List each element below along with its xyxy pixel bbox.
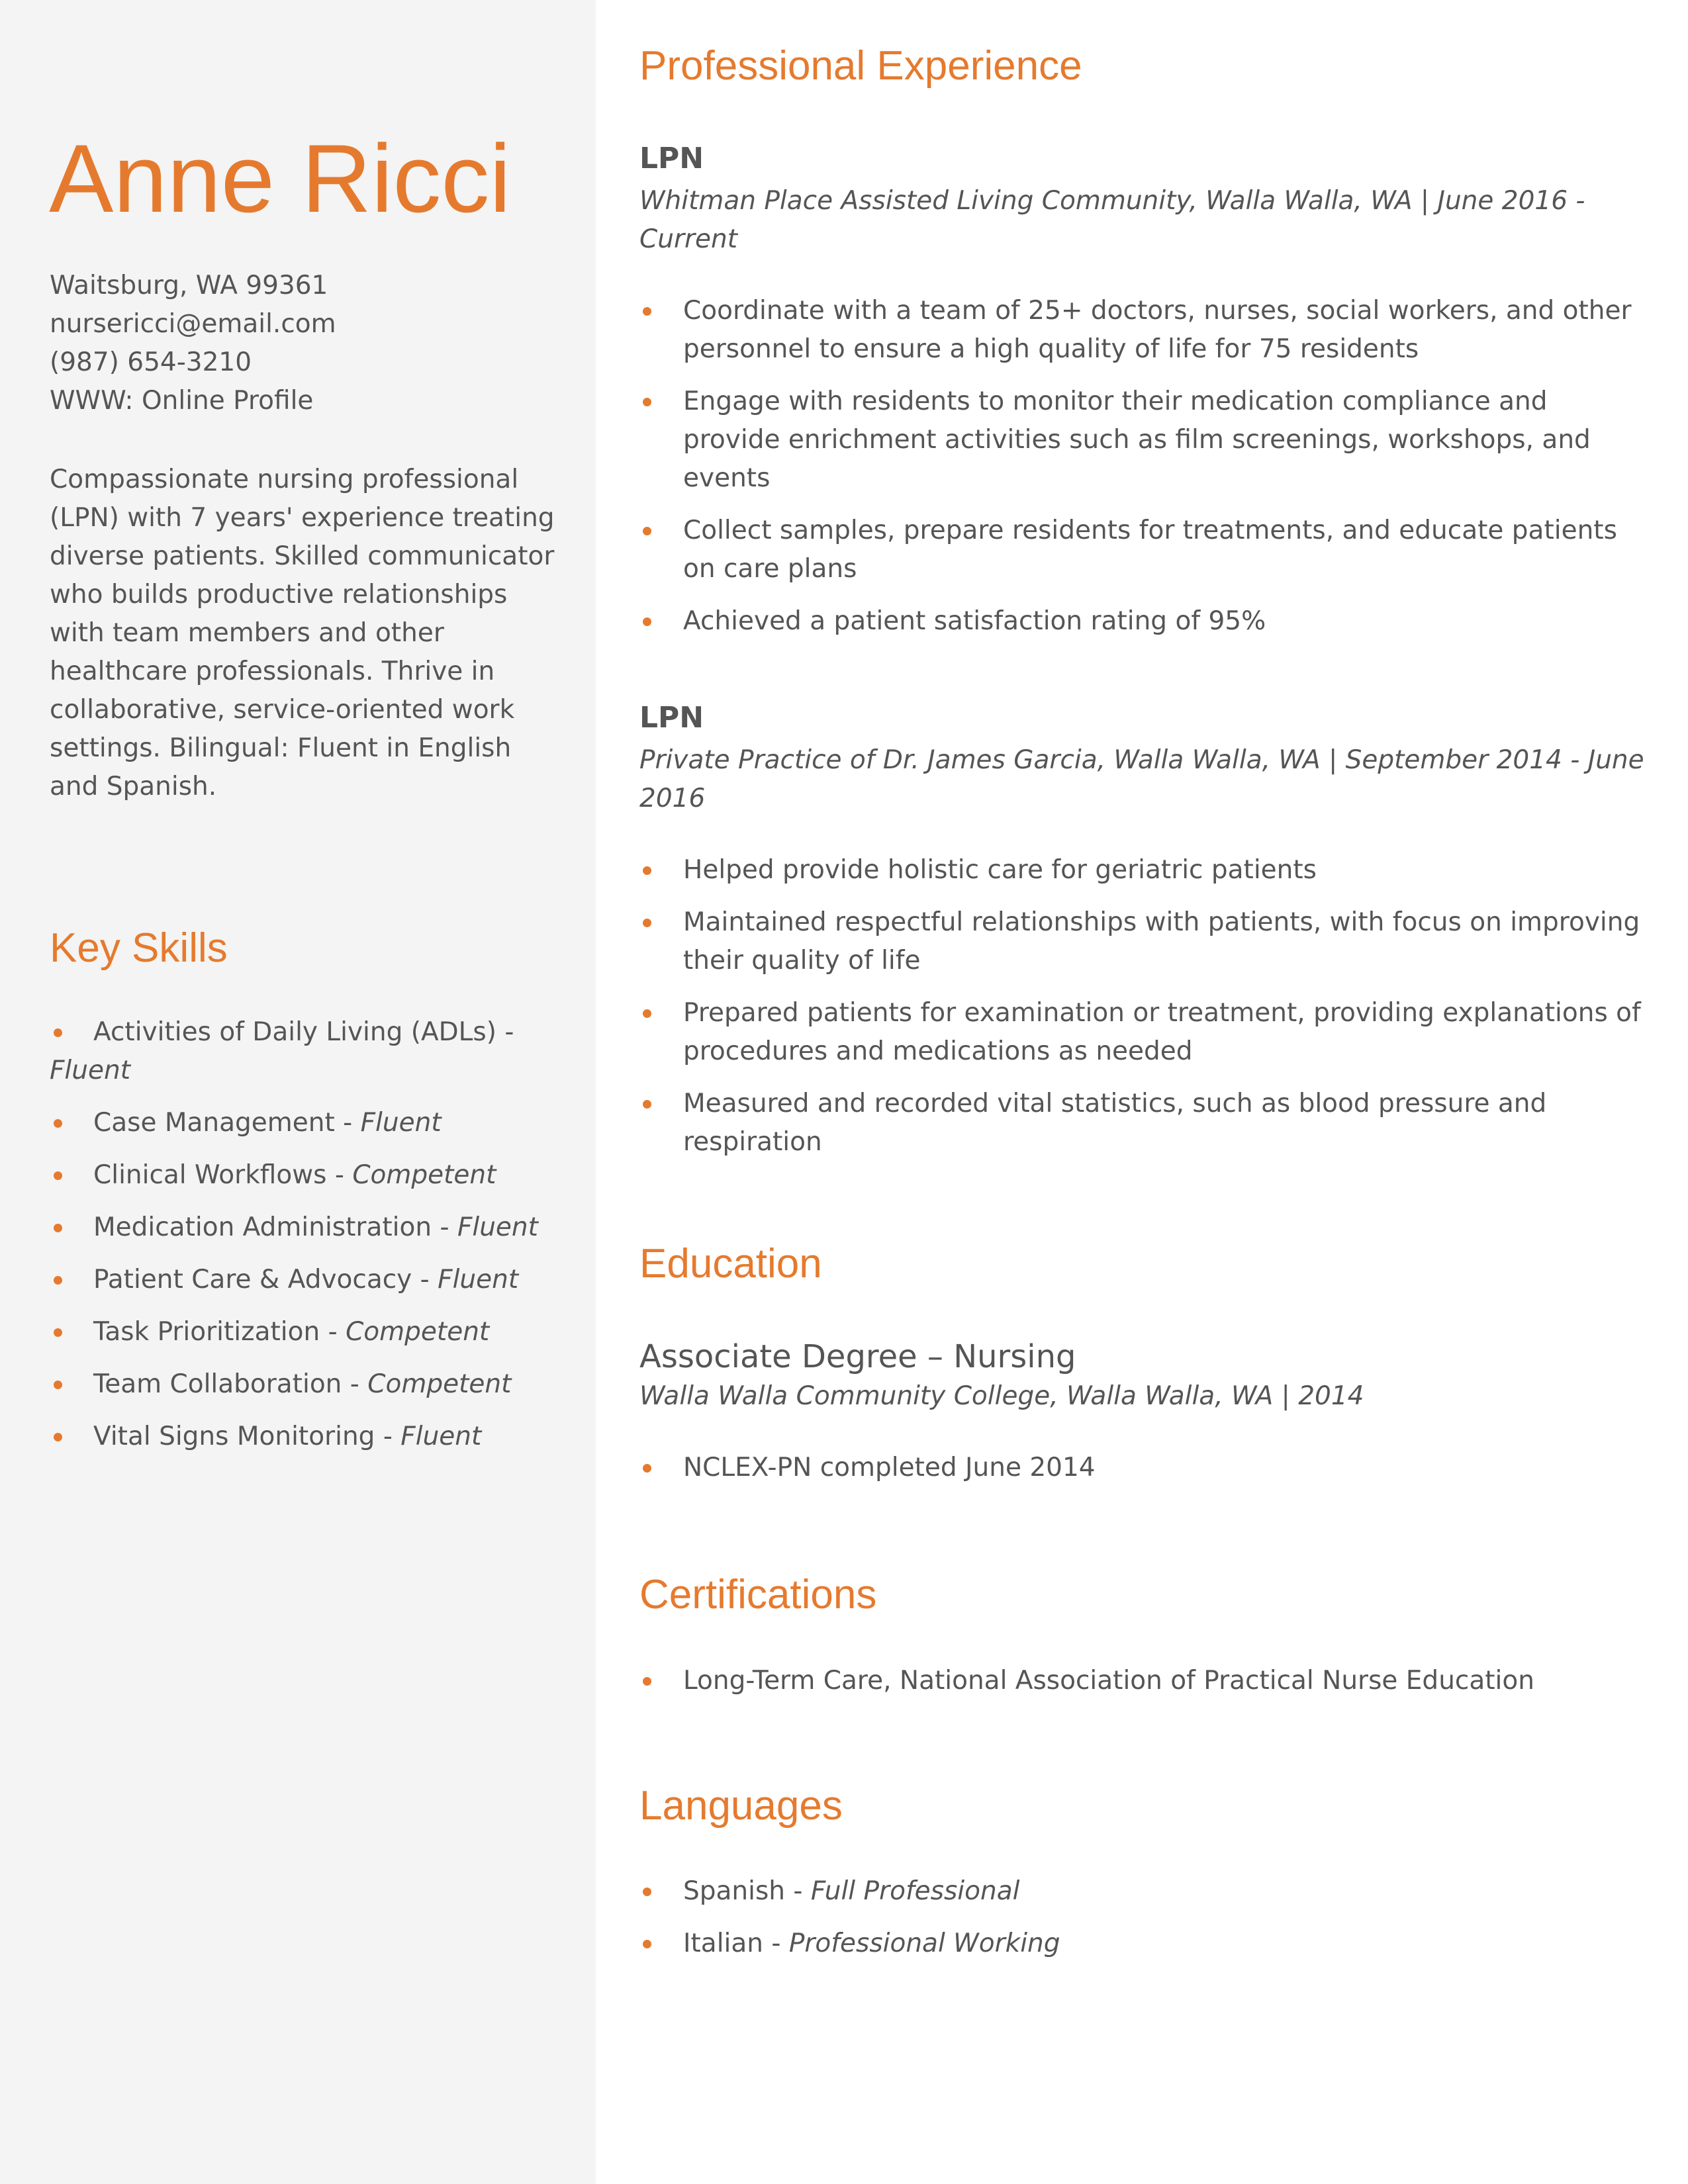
item-level: Fluent (438, 1265, 519, 1295)
skill-item (50, 1208, 573, 1247)
skills-list (50, 1013, 573, 1470)
job-title: LPN (639, 701, 704, 735)
separator: - (342, 1369, 368, 1399)
email[interactable]: nursericci@email.com (50, 309, 336, 339)
job-2 (639, 699, 1646, 1175)
education-bullets (639, 1449, 1646, 1487)
job-bullets (639, 851, 1646, 1161)
separator: - (326, 1160, 353, 1190)
bullet-item: Collect samples, prepare residents for treatments, and educate patients on care plans (639, 512, 1646, 588)
item-level: Competent (346, 1317, 490, 1347)
job-bullets (639, 292, 1646, 641)
languages-list (639, 1872, 1646, 1977)
web-profile[interactable]: WWW: Online Profile (50, 386, 314, 416)
candidate-name: Anne Ricci (49, 124, 511, 232)
job-title: LPN (639, 142, 704, 175)
item-level: Competent (352, 1160, 496, 1190)
education-entry (639, 1336, 1646, 1501)
bullet-item: Engage with residents to monitor their medication compliance and provide enrichment activities such as film screenings, workshops, and events (639, 383, 1646, 498)
bullet-item: Measured and recorded vital statistics, such as blood pressure and respiration (639, 1085, 1646, 1161)
education-heading: Education (639, 1241, 822, 1287)
job-1 (639, 140, 1646, 655)
skill-item (50, 1156, 573, 1195)
item-name: Case Management (93, 1108, 335, 1138)
skill-item (50, 1104, 573, 1142)
skill-item (50, 1261, 573, 1299)
item-name: Italian (683, 1929, 763, 1958)
item-name: Team Collaboration (93, 1369, 342, 1399)
bullet-item: Coordinate with a team of 25+ doctors, nurses, social workers, and other personnel to ensure a high quality of life for 75 residents (639, 292, 1646, 369)
skill-item (50, 1013, 573, 1090)
separator: - (496, 1017, 514, 1047)
item-name: Clinical Workflows (93, 1160, 327, 1190)
item-name: Vital Signs Monitoring (93, 1422, 375, 1451)
item-name: Activities of Daily Living (ADLs) (93, 1017, 496, 1047)
summary: Compassionate nursing professional (LPN) with 7 years' experience treating diverse patients. Skilled communicator who builds productive relationships with team members and other healthcare professionals. Thrive in collaborative, service-oriented work settings. Bilingual: Fluent in English and Spanish. (50, 465, 555, 801)
item-level: Professional Working (788, 1929, 1060, 1958)
item-level: Fluent (360, 1108, 442, 1138)
skills-heading: Key Skills (50, 925, 228, 971)
bullet-item: NCLEX-PN completed June 2014 (639, 1449, 1646, 1487)
item-name: Task Prioritization (93, 1317, 320, 1347)
item-level: Fluent (400, 1422, 482, 1451)
address: Waitsburg, WA 99361 (50, 271, 328, 300)
item-name: Patient Care & Advocacy (93, 1265, 412, 1295)
item-level: Fluent (50, 1056, 130, 1085)
skill-item (50, 1313, 573, 1351)
item-level: Competent (367, 1369, 512, 1399)
separator: - (785, 1876, 811, 1906)
bullet-item: Prepared patients for examination or treatment, providing explanations of procedures and medications as needed (639, 994, 1646, 1071)
item-name: Spanish (683, 1876, 786, 1906)
item-level: Fluent (457, 1212, 538, 1242)
language-item (639, 1925, 1646, 1963)
separator: - (375, 1422, 401, 1451)
bullet-item: Helped provide holistic care for geriatric patients (639, 851, 1646, 889)
separator: - (432, 1212, 457, 1242)
experience-heading: Professional Experience (639, 43, 1082, 89)
education-meta: Walla Walla Community College, Walla Walla, WA | 2014 (639, 1381, 1364, 1411)
item-level: Full Professional (810, 1876, 1020, 1906)
certification-item: Long-Term Care, National Association of Practical Nurse Education (639, 1662, 1646, 1700)
separator: - (320, 1317, 346, 1347)
language-item (639, 1872, 1646, 1911)
skill-item (50, 1365, 573, 1404)
separator: - (763, 1929, 789, 1958)
phone: (987) 654-3210 (50, 347, 252, 377)
job-meta: Private Practice of Dr. James Garcia, Walla Walla, WA | September 2014 - June 2016 (639, 745, 1644, 813)
job-meta: Whitman Place Assisted Living Community, Walla Walla, WA | June 2016 - Current (639, 186, 1585, 254)
separator: - (412, 1265, 438, 1295)
degree: Associate Degree – Nursing (639, 1338, 1076, 1375)
certifications-list (639, 1662, 1646, 1714)
skill-item (50, 1418, 573, 1456)
certifications-heading: Certifications (639, 1572, 877, 1617)
separator: - (334, 1108, 361, 1138)
bullet-item: Maintained respectful relationships with patients, with focus on improving their quality of life (639, 903, 1646, 980)
item-name: Medication Administration (93, 1212, 432, 1242)
contact-info (50, 267, 336, 420)
bullet-item: Achieved a patient satisfaction rating of 95% (639, 602, 1646, 641)
languages-heading: Languages (639, 1783, 843, 1829)
